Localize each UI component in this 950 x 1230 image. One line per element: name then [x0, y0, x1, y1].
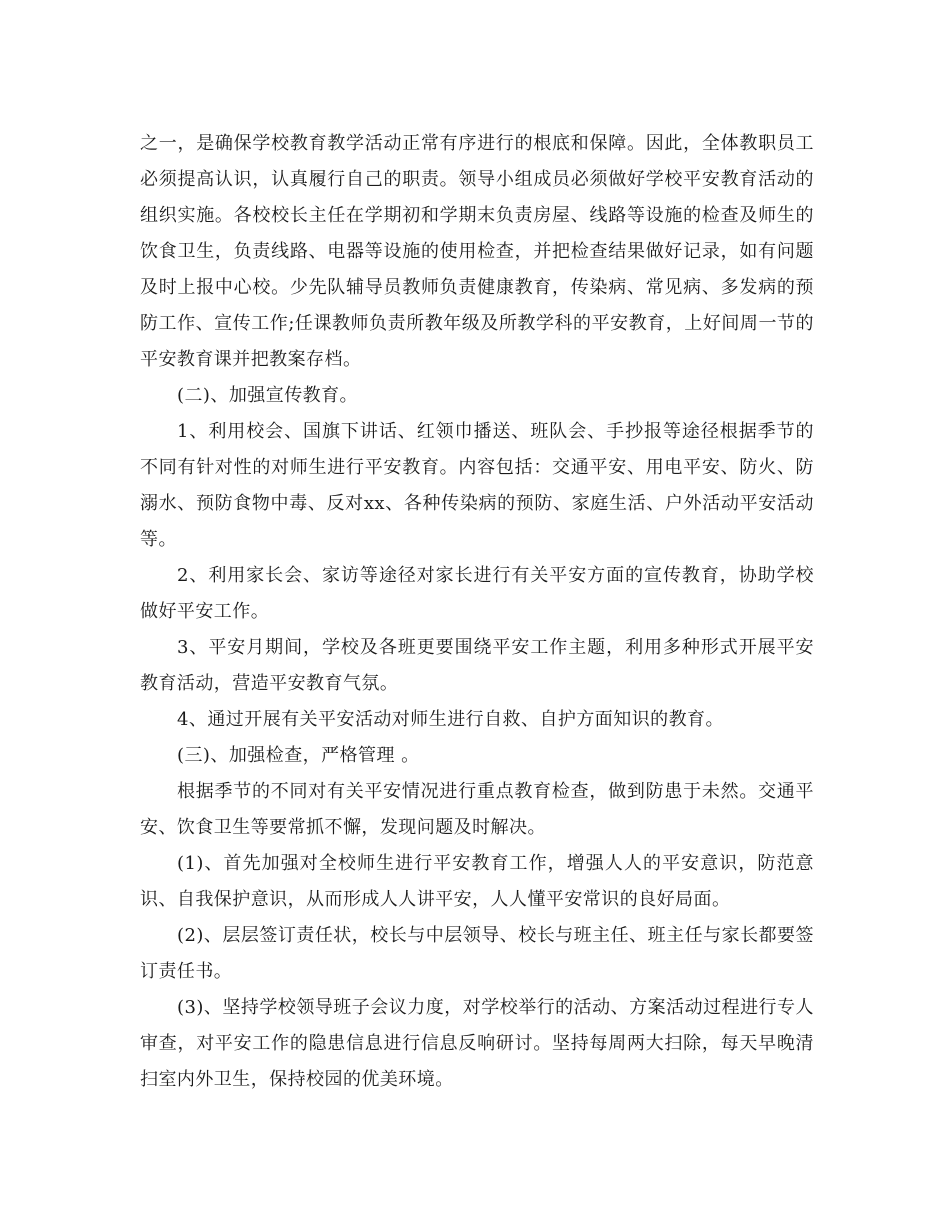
- paragraph-sub-item-3: (3)、坚持学校领导班子会议力度，对学校举行的活动、方案活动过程进行专人审查，对平安工作的隐患信息进行信息反响研讨。坚持每周两大扫除，每天早晚清扫室内外卫生，保持校园的优美环境。: [140, 997, 814, 1090]
- section-heading-3: (三)、加强检查，严格管理 。: [177, 745, 420, 766]
- paragraph-item-1: 1、利用校会、国旗下讲话、红领巾播送、班队会、手抄报等途径根据季节的不同有针对性的对师生进行平安教育。内容包括：交通平安、用电平安、防火、防溺水、预防食物中毒、反对xx、各种传染病的预防、家庭生活、户外活动平安活动等。: [140, 421, 814, 550]
- section-heading-2: (二)、加强宣传教育。: [177, 385, 358, 406]
- paragraph-item-2: 2、利用家长会、家访等途径对家长进行有关平安方面的宣传教育，协助学校做好平安工作。: [140, 565, 814, 622]
- paragraph-sub-item-2: (2)、层层签订责任状，校长与中层领导、校长与班主任、班主任与家长都要签订责任书。: [140, 925, 814, 982]
- paragraph-item-3: 3、平安月期间，学校及各班更要围绕平安工作主题，利用多种形式开展平安教育活动，营造平安教育气氛。: [140, 637, 814, 694]
- paragraph-seasonal-check: 根据季节的不同对有关平安情况进行重点教育检查，做到防患于未然。交通平安、饮食卫生等要常抓不懈，发现问题及时解决。: [140, 781, 814, 838]
- document-body: [140, 126, 814, 1098]
- paragraph-item-4: 4、通过开展有关平安活动对师生进行自救、自护方面知识的教育。: [177, 709, 724, 730]
- paragraph-continuation: 之一，是确保学校教育教学活动正常有序进行的根底和保障。因此，全体教职员工必须提高认识，认真履行自己的职责。领导小组成员必须做好学校平安教育活动的组织实施。各校校长主任在学期初和学期末负责房屋、线路等设施的检查及师生的饮食卫生，负责线路、电器等设施的使用检查，并把检查结果做好记录，如有问题及时上报中心校。少先队辅导员教师负责健康教育，传染病、常见病、多发病的预防工作、宣传工作;任课教师负责所教年级及所教学科的平安教育，上好间周一节的平安教育课并把教案存档。: [140, 133, 814, 370]
- paragraph-sub-item-1: (1)、首先加强对全校师生进行平安教育工作，增强人人的平安意识，防范意识、自我保护意识，从而形成人人讲平安，人人懂平安常识的良好局面。: [140, 853, 814, 910]
